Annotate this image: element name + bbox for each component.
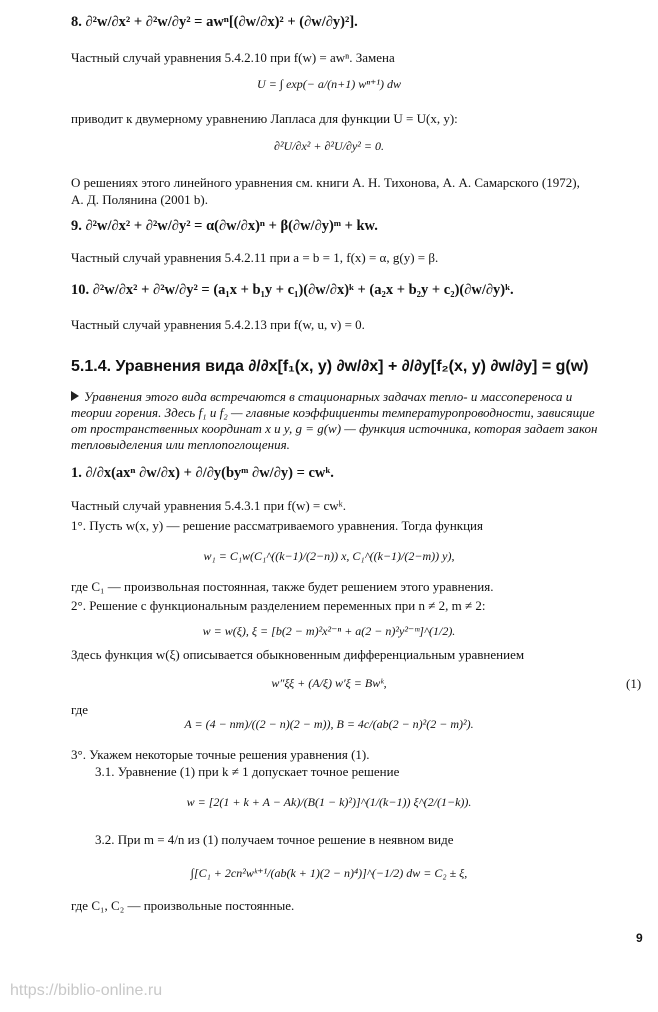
display-formula: ∫[C₁ + 2cn²wᵏ⁺¹/(ab(k + 1)(2 − n)⁴)]^(−1/2) dw = C₂ ± ξ, [190, 866, 468, 880]
display-formula: U = ∫ exp(− a/(n+1) wⁿ⁺¹) dw [257, 77, 401, 91]
paragraph: 3.1. Уравнение (1) при k ≠ 1 допускает точное решение [95, 764, 400, 779]
paragraph: 2°. Решение с функциональным разделением переменных при n ≠ 2, m ≠ 2: [71, 598, 486, 613]
bullet-arrow-icon [71, 391, 79, 401]
equation-number: (1) [626, 676, 642, 691]
display-formula: A = (4 − nm)/((2 − n)(2 − m)), B = 4c/(ab(2 − n)²(2 − m)²). [184, 717, 474, 731]
intro-line: Уравнения этого вида встречаются в стационарных задачах тепло- и массопереноса и [71, 390, 572, 405]
paragraph: где [71, 702, 89, 717]
paragraph: Частный случай уравнения 5.4.2.10 при f(w) = awⁿ. Замена [71, 50, 395, 65]
section-heading: 5.1.4. Уравнения вида ∂/∂x[f₁(x, y) ∂w/∂x] + ∂/∂y[f₂(x, y) ∂w/∂y] = g(w) [71, 358, 589, 375]
paragraph: 3.2. При m = 4/n из (1) получаем точное решение в неявном виде [95, 832, 454, 847]
display-formula: w″ξξ + (A/ξ) w′ξ = Bwᵏ, [271, 676, 387, 690]
equation-10-heading: 10. ∂²w/∂x² + ∂²w/∂y² = (a₁x + b₁y + c₁)(∂w/∂x)ᵏ + (a₂x + b₂y + c₂)(∂w/∂y)ᵏ. [71, 282, 514, 298]
intro-line: теории горения. Здесь f₁ и f₂ — главные коэффициенты температуропроводности, зависящие [71, 405, 595, 420]
equation-9-heading: 9. ∂²w/∂x² + ∂²w/∂y² = α(∂w/∂x)ⁿ + β(∂w/∂y)ᵐ + kw. [71, 218, 378, 234]
paragraph: Частный случай уравнения 5.4.2.11 при a = b = 1, f(x) = α, g(y) = β. [71, 250, 439, 265]
watermark-link[interactable]: https://biblio-online.ru [10, 982, 163, 999]
paragraph: О решениях этого линейного уравнения см. книги А. Н. Тихонова, А. А. Самарского (1972), [71, 175, 580, 190]
page-number: 9 [636, 931, 643, 945]
paragraph: 3°. Укажем некоторые точные решения уравнения (1). [71, 747, 370, 762]
equation-8-heading: 8. ∂²w/∂x² + ∂²w/∂y² = awⁿ[(∂w/∂x)² + (∂w/∂y)²]. [71, 14, 358, 30]
intro-line: от пространственных координат x и y, g = g(w) — функция источника, которая задает закон [71, 421, 598, 436]
paragraph: Здесь функция w(ξ) описывается обыкновенным дифференциальным уравнением [71, 647, 525, 662]
display-formula: ∂²U/∂x² + ∂²U/∂y² = 0. [274, 139, 384, 153]
paragraph: приводит к двумерному уравнению Лапласа для функции U = U(x, y): [71, 111, 458, 126]
intro-line: тепловыделения или теплопоглощения. [71, 437, 290, 452]
paragraph: Частный случай уравнения 5.4.2.13 при f(w, u, v) = 0. [71, 317, 365, 332]
paragraph: 1°. Пусть w(x, y) — решение рассматриваемого уравнения. Тогда функция [71, 518, 483, 533]
paragraph: А. Д. Полянина (2001 b). [71, 192, 208, 207]
display-formula: w = w(ξ), ξ = [b(2 − m)²x²⁻ⁿ + a(2 − n)²y²⁻ᵐ]^(1/2). [202, 624, 456, 638]
equation-1-heading: 1. ∂/∂x(axⁿ ∂w/∂x) + ∂/∂y(byᵐ ∂w/∂y) = cwᵏ. [71, 465, 334, 481]
display-formula: w = [2(1 + k + A − Ak)/(B(1 − k)²)]^(1/(k−1)) ξ^(2/(1−k)). [186, 795, 472, 809]
paragraph: Частный случай уравнения 5.4.3.1 при f(w) = cwᵏ. [71, 498, 346, 513]
paragraph: где C₁, C₂ — произвольные постоянные. [71, 898, 295, 913]
paragraph: где C₁ — произвольная постоянная, также будет решением этого уравнения. [71, 579, 494, 594]
display-formula: w₁ = C₁w(C₁^((k−1)/(2−n)) x, C₁^((k−1)/(2−m)) y), [203, 549, 455, 563]
